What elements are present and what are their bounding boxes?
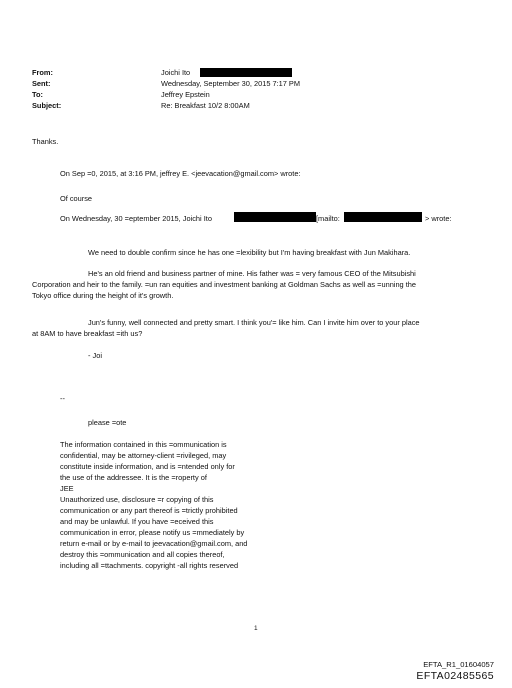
separator-dashes: -- xyxy=(60,394,65,403)
disclaimer-line: return e-mail or by e-mail to jeevacation@gmail.com, and xyxy=(60,539,248,548)
disclaimer-line: Unauthorized use, disclosure =r copying of this xyxy=(60,495,214,504)
disclaimer-line: including all =ttachments. copyright -all rights reserved xyxy=(60,561,239,570)
to-label: To: xyxy=(32,90,43,99)
disclaimer-line: communication in error, please notify us =mmediately by xyxy=(60,528,245,537)
footer-id-secondary: EFTA02485565 xyxy=(416,670,494,682)
paragraph-3-line-1: Jun's funny, well connected and pretty smart. I think you'= like him. Can I invite him over to your place xyxy=(88,318,420,327)
quote1-line: On Sep =0, 2015, at 3:16 PM, jeffrey E. <jeevacation@gmail.com> wrote: xyxy=(60,169,301,178)
disclaimer-line: JEE xyxy=(60,484,74,493)
page-number: 1 xyxy=(254,625,258,632)
paragraph-3-line-2: at 8AM to have breakfast =ith us? xyxy=(32,329,143,338)
to-value: Jeffrey Epstein xyxy=(161,90,210,99)
redaction-block xyxy=(234,212,316,222)
paragraph-2-line-2: Corporation and heir to the family. =un ran equities and investment banking at Goldman Sachs as well as =unning the xyxy=(32,280,416,289)
quote2-prefix: On Wednesday, 30 =eptember 2015, Joichi Ito xyxy=(60,214,212,223)
subject-label: Subject: xyxy=(32,101,62,110)
subject-value: Re: Breakfast 10/2 8:00AM xyxy=(161,101,250,110)
from-label: From: xyxy=(32,68,53,77)
paragraph-2-line-1: He's an old friend and business partner of mine. His father was = very famous CEO of the Mitsubishi xyxy=(88,269,416,278)
thanks-text: Thanks. xyxy=(32,137,59,146)
of-course-text: Of course xyxy=(60,194,93,203)
disclaimer-line: communication or any part thereof is =trictly prohibited xyxy=(60,506,238,515)
paragraph-2-line-3: Tokyo office during the height of it's growth. xyxy=(32,291,174,300)
please-note: please =ote xyxy=(88,418,127,427)
sent-value: Wednesday, September 30, 2015 7:17 PM xyxy=(161,79,301,88)
signature: - Joi xyxy=(88,351,102,360)
disclaimer-line: destroy this =ommunication and all copies thereof, xyxy=(60,550,225,559)
quote2-suffix: > wrote: xyxy=(425,214,452,223)
redaction-block xyxy=(200,68,292,77)
disclaimer-line: The information contained in this =ommunication is xyxy=(60,440,227,449)
quote2-mailto: [mailto: xyxy=(316,214,340,223)
disclaimer-line: constitute inside information, and is =ntended only for xyxy=(60,462,235,471)
redaction-block xyxy=(344,212,422,222)
disclaimer-line: the use of the addressee. It is the =roperty of xyxy=(60,473,207,482)
disclaimer-line: confidential, may be attorney-client =rivileged, may xyxy=(60,451,227,460)
disclaimer-line: and may be unlawful. If you have =eceived this xyxy=(60,517,214,526)
footer-id-primary: EFTA_R1_01604057 xyxy=(423,660,494,669)
sent-label: Sent: xyxy=(32,79,51,88)
from-value: Joichi Ito xyxy=(161,68,191,77)
paragraph-1: We need to double confirm since he has one =lexibility but I'm having breakfast with Jun Makihara. xyxy=(88,248,411,257)
